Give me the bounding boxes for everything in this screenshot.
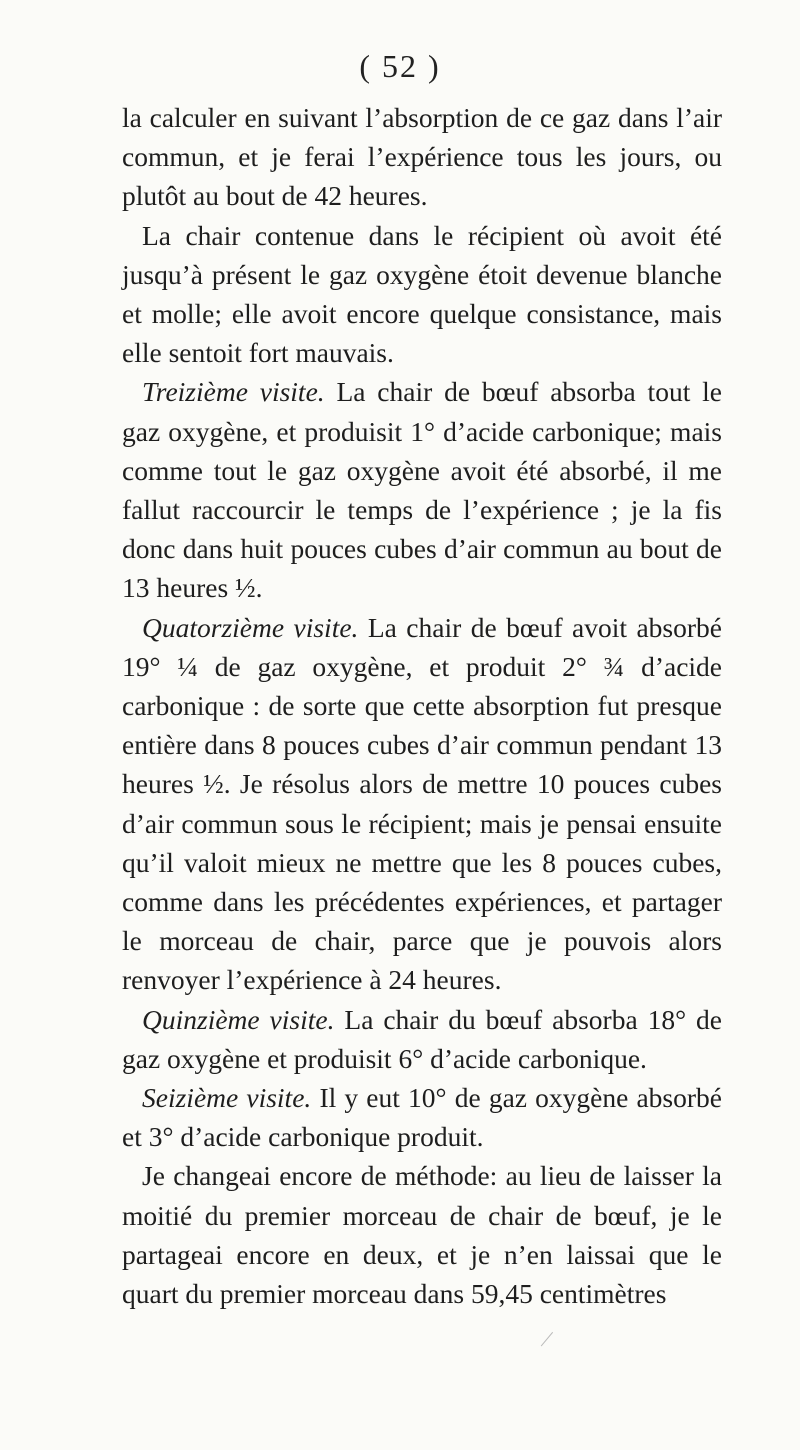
paragraph-3-heading: Treizième visite.: [142, 376, 325, 408]
page-body: [122, 98, 722, 1313]
paragraph-3: [122, 372, 722, 607]
paragraph-6-heading: Seizième visite.: [142, 1082, 312, 1114]
stray-mark: [541, 1332, 563, 1354]
page-number: ( 52 ): [359, 48, 441, 84]
paragraph-1-text: la calculer en suivant l’absorption de ce gaz dans l’air commun, et je ferai l’expérience tous les jours, ou plutôt au bout de 42 heures.: [122, 102, 722, 212]
paragraph-4: [122, 608, 722, 1000]
paragraph-4-text: La chair de bœuf avoit absorbé 19° ¼ de gaz oxygène, et produit 2° ¾ d’acide carbonique : de sorte que cette absorption fut presque entière dans 8 pouces cubes d’air commun pendant 13 heures ½. Je résolus alors de mettre 10 pouces cubes d’air commun sous le récipient; mais je pensai ensuite qu’il valoit mieux ne mettre que les 8 pouces cubes, comme dans les précédentes expériences, et partager le morceau de chair, parce que je pouvois alors renvoyer l’expérience à 24 heures.: [122, 611, 722, 996]
paragraph-5-text: La chair du bœuf absorba 18° de gaz oxygène et produisit 6° d’acide carbonique.: [122, 1003, 722, 1074]
paragraph-6: [122, 1078, 722, 1156]
paragraph-5-heading: Quinzième visite.: [142, 1003, 335, 1035]
paragraph-7: [122, 1156, 722, 1313]
paragraph-7-text: Je changeai encore de méthode: au lieu de laisser la moitié du premier morceau de chair de bœuf, je le partageai encore en deux, et je n’en laissai que le quart du premier morceau dans 59,45 centimètres: [122, 1160, 722, 1310]
paragraph-3-text: La chair de bœuf absorba tout le gaz oxygène, et produisit 1° d’acide carbonique; mais comme tout le gaz oxygène avoit été absorbé, il me fallut raccourcir le temps de l’expérience ; je la fis donc dans huit pouces cubes d’air commun au bout de 13 heures ½.: [122, 376, 722, 604]
paragraph-2: [122, 216, 722, 373]
paragraph-2-text: La chair contenue dans le récipient où avoit été jusqu’à présent le gaz oxygène étoit devenue blanche et molle; elle avoit encore quelque consistance, mais elle sentoit fort mauvais.: [122, 219, 722, 369]
paragraph-1: [122, 98, 722, 216]
paragraph-4-heading: Quatorzième visite.: [142, 611, 359, 643]
paragraph-6-text: Il y eut 10° de gaz oxygène absorbé et 3° d’acide carbonique produit.: [122, 1082, 722, 1153]
paragraph-5: [122, 1000, 722, 1078]
